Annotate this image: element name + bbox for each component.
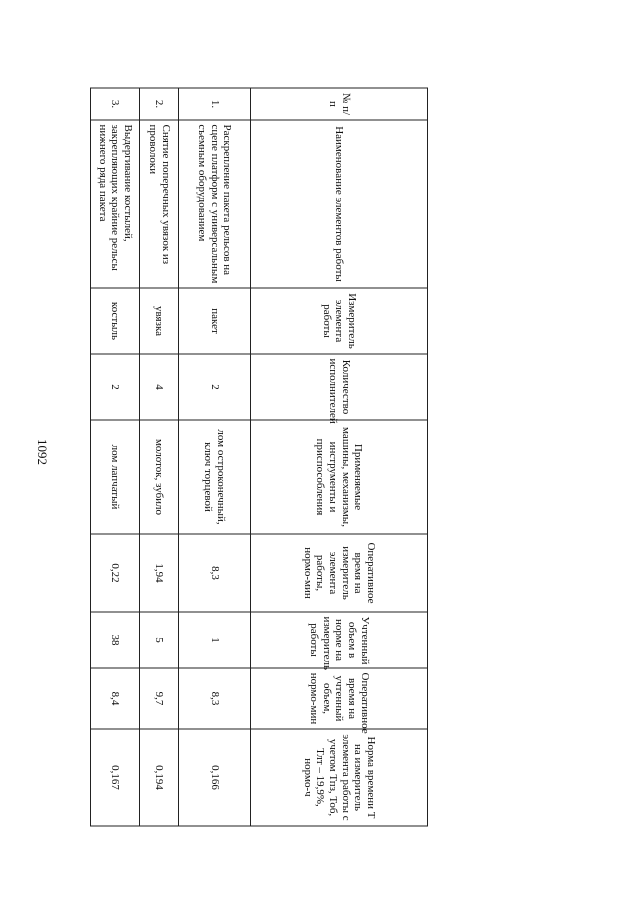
header-unit: Измеритель элемента работы <box>251 288 428 354</box>
cell-operative-time-volume: 8,3 <box>179 668 251 729</box>
table-header-row <box>251 88 428 826</box>
cell-workers-count: 2 <box>179 354 251 420</box>
table-row <box>91 88 140 826</box>
header-tools: Применяемые машины, механизмы, инструменты и приспособления <box>251 420 428 534</box>
cell-number: 3. <box>91 88 140 120</box>
page-number: 1092 <box>35 439 50 465</box>
cell-workers-count: 4 <box>140 354 179 420</box>
header-number: № п/п <box>251 88 428 120</box>
cell-tools: молоток, зубило <box>140 420 179 534</box>
cell-operative-time: 0,22 <box>91 534 140 612</box>
cell-work-element-name: Снятие поперечных увязок из проволоки <box>140 120 179 288</box>
cell-operative-time: 1,94 <box>140 534 179 612</box>
cell-tools: лом остроконечный, ключ торцевой <box>179 420 251 534</box>
cell-volume: 5 <box>140 612 179 668</box>
cell-work-element-name: Раскрепление пакета рельсов на сцепе платформ с универсальным съемным оборудованием <box>179 120 251 288</box>
header-operative-time: Оперативное время на измеритель элемента работы, нормо-мин <box>251 534 428 612</box>
cell-tools: лом лапчатый <box>91 420 140 534</box>
cell-unit: пакет <box>179 288 251 354</box>
cell-unit: увязка <box>140 288 179 354</box>
header-volume: Учтенный объем в норме на измеритель работы <box>251 612 428 668</box>
header-workers-count: Количество исполнителей <box>251 354 428 420</box>
cell-workers-count: 2 <box>91 354 140 420</box>
cell-time-norm: 0,167 <box>91 729 140 826</box>
table-row <box>140 88 179 826</box>
header-time-norm: Норма времени Т на измеритель элемента работы с учетом Тпз, Тоб, Тлт – 19,9%, нормо-ч <box>251 729 428 826</box>
table-container <box>96 88 422 826</box>
cell-volume: 38 <box>91 612 140 668</box>
cell-number: 2. <box>140 88 179 120</box>
cell-time-norm: 0,194 <box>140 729 179 826</box>
cell-unit: костыль <box>91 288 140 354</box>
cell-volume: 1 <box>179 612 251 668</box>
cell-operative-time: 8,3 <box>179 534 251 612</box>
cell-work-element-name: Выдергивание костылей, закрепляющих крайние рельсы нижнего ряда пакета <box>91 120 140 288</box>
cell-operative-time-volume: 8,4 <box>91 668 140 729</box>
work-elements-table <box>90 88 428 827</box>
cell-operative-time-volume: 9,7 <box>140 668 179 729</box>
header-work-element-name: Наименование элементов работы <box>251 120 428 288</box>
cell-number: 1. <box>179 88 251 120</box>
table-row <box>179 88 251 826</box>
header-operative-time-volume: Оперативное время на учтенный объем, нормо-мин <box>251 668 428 729</box>
cell-time-norm: 0,166 <box>179 729 251 826</box>
